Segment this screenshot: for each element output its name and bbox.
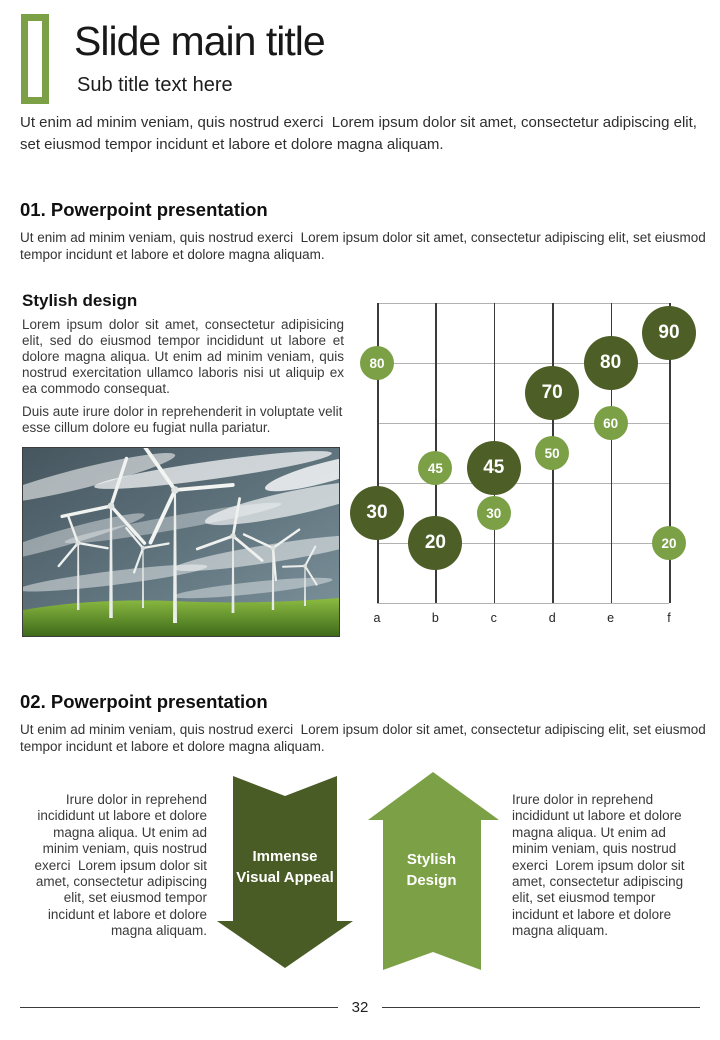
chart-bubble: 90	[642, 306, 696, 360]
x-axis-label: e	[607, 611, 615, 625]
footer-line-right	[382, 1007, 700, 1008]
section-2-body: Ut enim ad minim veniam, quis nostrud exerci Lorem ipsum dolor sit amet, consectetur adipiscing elit, set eiusmod tempor incidunt et labore et dolore magna aliquam.	[20, 722, 710, 754]
chart-bubble: 60	[594, 406, 628, 440]
bubble-chart	[355, 290, 703, 638]
chart-bubble: 45	[418, 451, 452, 485]
arrow-right-text: Irure dolor in reprehend incididunt ut labore et dolore magna aliqua. Ut enim ad minim veniam, quis nostrud exerci Lorem ipsum dolor sit amet, consectetur adipiscing elit, set eiusmod tempor incidunt et labore et dolore magna aliquam.	[512, 792, 689, 939]
chart-bubble: 20	[408, 516, 462, 570]
stylish-design-para-2: Duis aute irure dolor in reprehenderit in voluptate velit esse cillum dolore eu fugiat nulla pariatur.	[22, 404, 343, 435]
down-arrow-label: Immense Visual Appeal	[236, 848, 334, 886]
page-footer	[20, 999, 700, 1016]
stylish-design-para-1: Lorem ipsum dolor sit amet, consectetur adipisicing elit, sed do eiusmod tempor incididunt ut labore et dolore magna aliqua. Ut enim ad minim veniam, quis nostrud exercitation ullamco laboris nisi ut aliquip ex ea commodo consequat.	[22, 317, 344, 396]
chart-bubble: 30	[350, 486, 404, 540]
gridline-horizontal	[377, 303, 669, 304]
arrow-left-text: Irure dolor in reprehend incididunt ut labore et dolore magna aliqua. Ut enim ad minim veniam, quis nostrud exerci Lorem ipsum dolor sit amet, consectetur adipiscing elit, set eiusmod tempor incidunt et labore et dolore magna aliquam.	[34, 792, 211, 939]
gridline-horizontal	[377, 483, 669, 484]
x-axis-label: f	[667, 611, 671, 625]
stylish-design-heading: Stylish design	[22, 291, 138, 310]
title-accent-rectangle-icon	[21, 14, 49, 104]
x-axis-label: d	[548, 611, 556, 625]
page-title: Slide main title	[74, 18, 325, 64]
up-arrow-label: Stylish Design	[406, 851, 457, 889]
wind-turbines-photo	[22, 447, 340, 637]
chart-bubble: 80	[360, 346, 394, 380]
chart-bubble: 30	[477, 496, 511, 530]
chart-bubble: 70	[525, 366, 579, 420]
footer-line-left	[20, 1007, 338, 1008]
chart-bubble: 45	[467, 441, 521, 495]
section-2-heading: 02. Powerpoint presentation	[20, 691, 268, 712]
gridline-horizontal	[377, 603, 669, 604]
chart-bubble: 50	[535, 436, 569, 470]
x-axis-label: c	[490, 611, 497, 625]
page-subtitle: Sub title text here	[77, 74, 233, 96]
section-1-heading: 01. Powerpoint presentation	[20, 199, 268, 220]
chart-bubble: 20	[652, 526, 686, 560]
x-axis-label: a	[373, 611, 381, 625]
intro-paragraph: Ut enim ad minim veniam, quis nostrud exerci Lorem ipsum dolor sit amet, consectetur adipiscing elit, set eiusmod tempor incidunt et labore et dolore magna aliquam.	[20, 114, 702, 153]
stylish-design-block	[22, 291, 344, 443]
page-number: 32	[351, 999, 369, 1016]
section-1-body: Ut enim ad minim veniam, quis nostrud exerci Lorem ipsum dolor sit amet, consectetur adipiscing elit, set eiusmod tempor incidunt et labore et dolore magna aliquam.	[20, 230, 710, 262]
chart-bubble: 80	[584, 336, 638, 390]
x-axis-label: b	[431, 611, 439, 625]
